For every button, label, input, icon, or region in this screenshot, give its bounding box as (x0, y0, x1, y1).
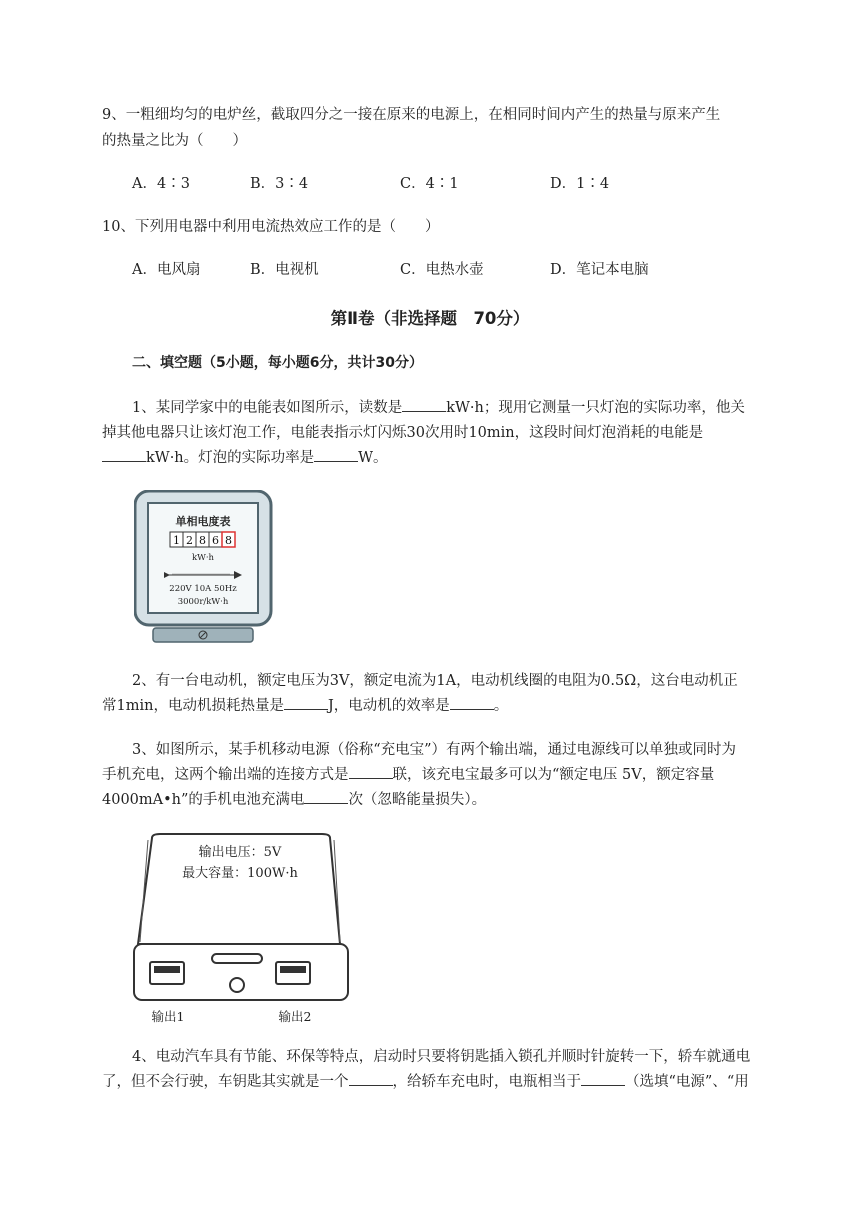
f2-line2 (102, 694, 508, 718)
answer-blank (581, 1071, 625, 1086)
meter-digit: 1 (173, 534, 180, 547)
meter-unit: kW·h (191, 553, 215, 563)
f3-text-d: 次（忽略能量损失）。 (348, 792, 487, 808)
meter-digit: 8 (225, 534, 232, 547)
port-2-label: 输出2 (278, 1009, 312, 1024)
f4-text-c: （选填“电源”、“用 (625, 1074, 749, 1090)
q9-option-c: C．4∶1 (400, 176, 459, 192)
power-bank-label-voltage: 输出电压：5V (198, 845, 282, 860)
f3-text-b: 联，该充电宝最多可以为“额定电压 5V，额定容量 (392, 767, 715, 783)
q9-option-a: A．4∶3 (132, 176, 190, 192)
f4-line1: 4、电动汽车具有节能、环保等特点，启动时只要将钥匙插入锁孔并顺时针旋转一下，轿车就通电 (132, 1049, 751, 1065)
f1-line2: 掉其他电器只让该灯泡工作，电能表指示灯闪烁30次用时10min，这段时间灯泡消耗的电能是 (102, 425, 704, 441)
q10-option-b: B．电视机 (250, 262, 319, 278)
port-1-label: 输出1 (151, 1009, 185, 1024)
meter-digit: 6 (212, 534, 219, 547)
q9-option-d: D．1∶4 (550, 176, 610, 192)
q9-line1: 9、一粗细均匀的电炉丝，截取四分之一接在原来的电源上，在相同时间内产生的热量与原来产生 (102, 107, 721, 123)
q10-option-d: D．笔记本电脑 (550, 262, 649, 278)
q9-line2: 的热量之比为（ ） (102, 133, 247, 149)
f1-text-a: 1、某同学家中的电能表如图所示，读数是 (132, 400, 403, 416)
f3-text-c: 4000mA•h”的手机电池充满电 (102, 792, 305, 808)
f2-text-c: 。 (493, 698, 509, 714)
answer-blank (349, 1071, 393, 1086)
answer-blank (402, 397, 446, 412)
meter-digits (170, 532, 235, 547)
f2-text-b: J，电动机的效率是 (327, 698, 450, 714)
meter-title: 单相电度表 (175, 515, 231, 528)
power-bank-label-capacity: 最大容量：100W·h (182, 866, 298, 881)
f1-text-d: W。 (358, 450, 388, 466)
f3-line3 (102, 788, 486, 812)
meter-digit: 2 (186, 534, 193, 547)
f2-line1: 2、有一台电动机，额定电压为3V，额定电流为1A，电动机线圈的电阻为0.5Ω，这台电动机正 (132, 673, 738, 689)
meter-digit: 8 (199, 534, 206, 547)
usb-port-inner (280, 966, 306, 973)
answer-blank (102, 447, 146, 462)
f1-text-c: kW·h。灯泡的实际功率是 (146, 450, 315, 466)
f3-line2 (102, 763, 714, 787)
f4-text-b: ，给轿车充电时，电瓶相当于 (392, 1074, 581, 1090)
electric-meter-figure (134, 490, 274, 646)
q10-option-c: C．电热水壶 (400, 262, 484, 278)
meter-spec-1: 220V 10A 50Hz (169, 584, 237, 594)
f1-line1 (132, 396, 745, 420)
q10-option-a: A．电风扇 (132, 262, 201, 278)
q9-option-b: B．3∶4 (250, 176, 309, 192)
meter-spec-2: 3000r/kW·h (177, 597, 229, 607)
usb-port-inner (154, 966, 180, 973)
usb-c-port-icon (212, 954, 262, 963)
answer-blank (314, 447, 358, 462)
f4-text-a: 了，但不会行驶，车钥匙其实就是一个 (102, 1074, 349, 1090)
power-button-icon (230, 978, 244, 992)
f1-line3 (102, 446, 388, 470)
f2-text-a: 常1min，电动机损耗热量是 (102, 698, 284, 714)
f3-text-a: 手机充电，这两个输出端的连接方式是 (102, 767, 349, 783)
f4-line2 (102, 1070, 749, 1094)
answer-blank (284, 695, 328, 710)
section-heading: 二、填空题（5小题，每小题6分，共计30分） (132, 355, 423, 371)
q10-line1: 10、下列用电器中利用电流热效应工作的是（ ） (102, 219, 440, 235)
answer-blank (349, 764, 393, 779)
f1-text-b: kW·h；现用它测量一只灯泡的实际功率，他关 (446, 400, 745, 416)
answer-blank (450, 695, 494, 710)
power-bank-figure (130, 832, 352, 1028)
part2-title: 第Ⅱ卷（非选择题 70分） (330, 309, 530, 328)
f3-line1: 3、如图所示，某手机移动电源（俗称“充电宝”）有两个输出端，通过电源线可以单独或同时为 (132, 742, 737, 758)
answer-blank (304, 789, 348, 804)
